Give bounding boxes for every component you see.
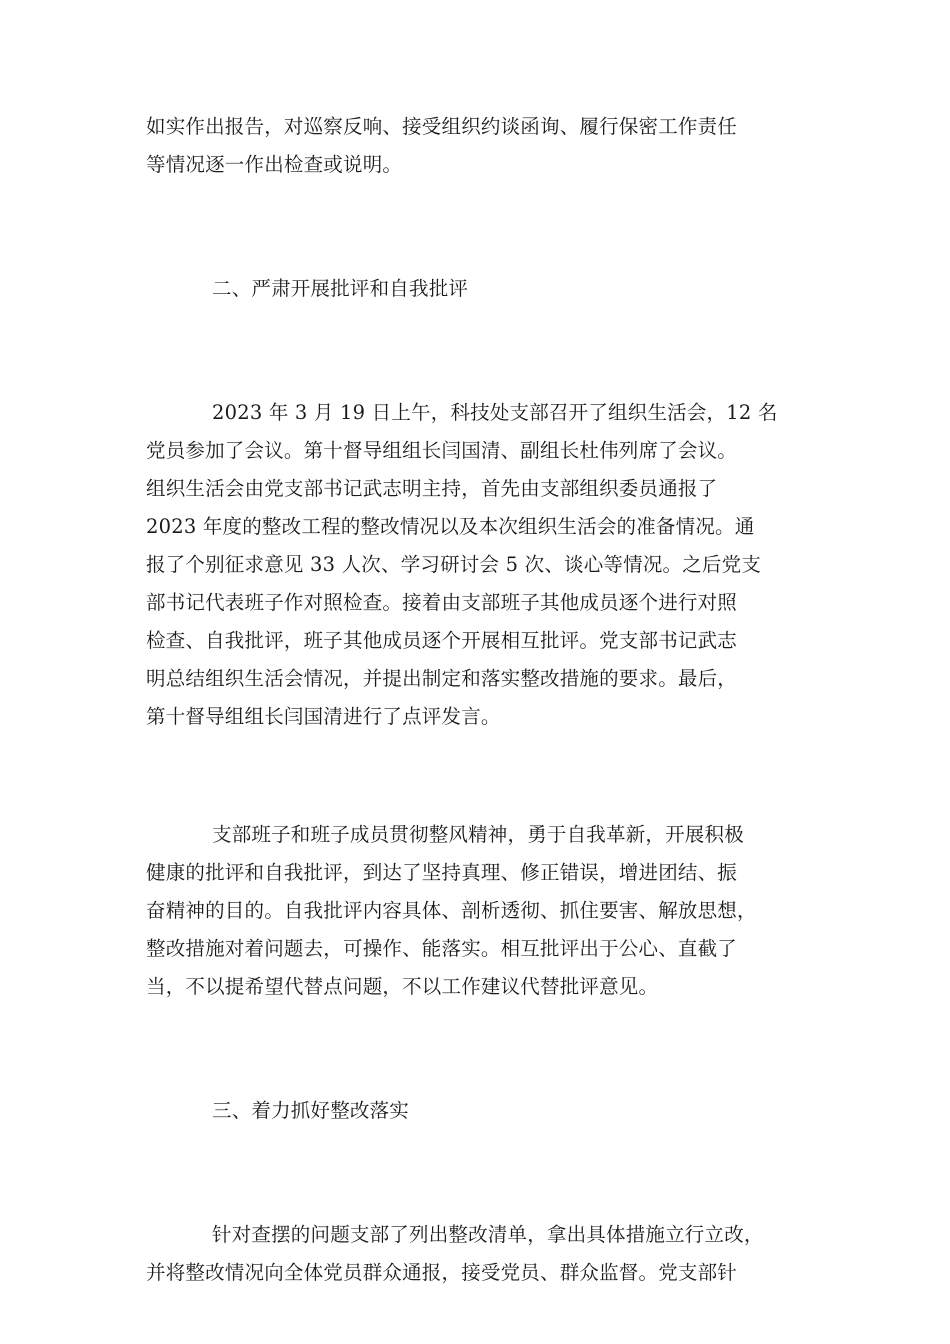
text-line: 检查、自我批评，班子其他成员逐个开展相互批评。党支部书记武志 [146,629,738,652]
paragraph-gap [146,736,806,816]
text-line: 针对查摆的问题支部了列出整改清单，拿出具体措施立行立改， [212,1223,764,1246]
paragraph-meeting [146,394,806,736]
text-line: 支部班子和班子成员贯彻整风精神，勇于自我革新，开展积极 [212,823,744,846]
text-line: 组织生活会由党支部书记武志明主持，首先由支部组织委员通报了 [146,477,718,500]
paragraph-gap [146,1006,806,1092]
text-line: 报了个别征求意见 33 人次、学习研讨会 5 次、谈心等情况。之后党支 [146,553,762,576]
text-line: 当，不以提希望代替点问题，不以工作建议代替批评意见。 [146,975,659,998]
text-line: 第十督导组组长闫国清进行了点评发言。 [146,705,501,728]
text-line: 如实作出报告，对巡察反响、接受组织约谈函询、履行保密工作责任 [146,115,738,138]
text-line: 奋精神的目的。自我批评内容具体、剖析透彻、抓住要害、解放思想， [146,899,757,922]
text-line: 明总结组织生活会情况，并提出制定和落实整改措施的要求。最后， [146,667,738,690]
paragraph-continuation [146,108,806,184]
text-line: 健康的批评和自我批评，到达了坚持真理、修正错误，增进团结、振 [146,861,738,884]
heading-text: 二、严肃开展批评和自我批评 [212,277,469,300]
document-body [146,108,806,1292]
paragraph-gap [146,308,806,394]
paragraph-gap [146,184,806,270]
text-line: 并将整改情况向全体党员群众通报，接受党员、群众监督。党支部针 [146,1261,738,1284]
paragraph-gap [146,1130,806,1216]
text-line: 2023 年 3 月 19 日上午，科技处支部召开了组织生活会，12 名 [212,401,778,424]
section-heading-3 [146,1092,806,1130]
section-heading-2 [146,270,806,308]
paragraph-criticism [146,816,806,1006]
paragraph-rectification [146,1216,806,1292]
text-line: 党员参加了会议。第十督导组组长闫国清、副组长杜伟列席了会议。 [146,439,738,462]
text-line: 2023 年度的整改工程的整改情况以及本次组织生活会的准备情况。通 [146,515,755,538]
text-line: 整改措施对着问题去，可操作、能落实。相互批评出于公心、直截了 [146,937,738,960]
text-line: 等情况逐一作出检查或说明。 [146,153,403,176]
text-line: 部书记代表班子作对照检查。接着由支部班子其他成员逐个进行对照 [146,591,738,614]
heading-text: 三、着力抓好整改落实 [212,1099,410,1122]
